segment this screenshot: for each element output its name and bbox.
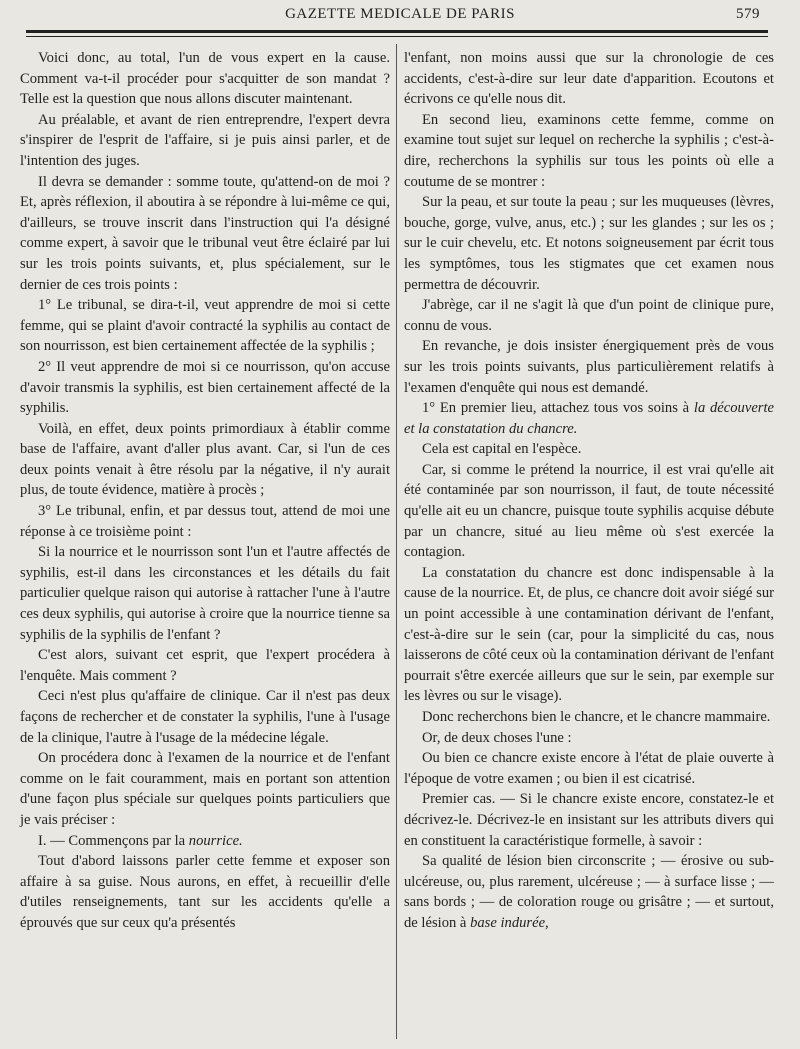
paragraph: 1° Le tribunal, se dira-t-il, veut apprendre de moi si cette femme, qui se plaint d'avoir contracté la syphilis au contact de son nourrisson, est bien certainement affectée de la syphilis ;	[20, 297, 390, 355]
paragraph: Il devra se demander : somme toute, qu'attend-on de moi ? Et, après réflexion, il aboutira à se répondre à lui-même ce qui, d'ailleurs, se trouve inscrit dans l'instruction qui l'a désigné comme expert, à savoir que le tribunal veut être éclairé par lui sur les trois points suivants, et, plus spécialement, sur le dernier de ces trois points :	[20, 173, 390, 293]
point-1-text: 1° En premier lieu, attachez tous vos soins à	[422, 400, 694, 417]
paragraph: Tout d'abord laissons parler cette femme et exposer son affaire à sa guise. Nous aurons, en effet, à recueillir d'elle d'utiles renseignements, tant sur les accidents qu'elle a éprouvés que sur ceux qu'a présentés	[20, 853, 390, 931]
journal-title: GAZETTE MEDICALE DE PARIS	[285, 6, 515, 22]
paragraph-continued: l'enfant, non moins aussi que sur la chronologie de ces accidents, c'est-à-dire sur leur date d'apparition. Ecoutons et écrivons ce qu'elle nous dit.	[404, 50, 774, 108]
paragraph: Sur la peau, et sur toute la peau ; sur les muqueuses (lèvres, bouche, gorge, vulve, anus, etc.) ; sur les glandes ; sur les os ; sur le cuir chevelu, etc. Et notons soigneusement par écrit tous les symptômes, tous les stigmates que cet examen nous permettra de découvrir.	[404, 194, 774, 293]
paragraph: La constatation du chancre est donc indispensable à la cause de la nourrice. Et, de plus, ce chancre doit avoir siégé sur un point accessible à une contamination dérivant de l'enfant, c'est-à-dire sur le sein (car, pour la simplicité du cas, nous laisserons de côté ceux où la contamination dérivant de l'enfant pourrait s'être exercée ailleurs que sur le sein, par exemple sur les lèvres ou sur le visage).	[404, 564, 774, 705]
paragraph: 3° Le tribunal, enfin, et par dessus tout, attend de moi une réponse à ce troisième point :	[20, 503, 390, 540]
section-heading-text: I. — Commençons par la	[38, 832, 189, 849]
section-heading	[20, 831, 390, 852]
paragraph: 2° Il veut apprendre de moi si ce nourrisson, qu'on accuse d'avoir transmis la syphilis, est bien certainement affecté de la syphilis.	[20, 358, 390, 417]
paragraph: En revanche, je dois insister énergiquement près de vous sur les trois points suivants, plus particulièrement relatifs à l'examen d'enquête qui nous est demandé.	[404, 338, 774, 396]
last-text: Sa qualité de lésion bien circonscrite ; — érosive ou sub-ulcéreuse, ou, plus rarement, ulcéreuse ; — à surface lisse ; — sans bords ; — de coloration rouge ou grisâtre ; — et surtout, de lésion à	[404, 853, 774, 931]
paragraph: On procédera donc à l'examen de la nourrice et de l'enfant comme on le fait couramment, mais en portant son attention d'une façon plus spéciale sur quelques points particuliers que je vais préciser :	[20, 750, 390, 828]
paragraph: Au préalable, et avant de rien entreprendre, l'expert devra s'inspirer de l'esprit de l'affaire, si je puis ainsi parler, et de l'intention des juges.	[20, 111, 390, 169]
right-column	[404, 48, 774, 934]
paragraph: Car, si comme le prétend la nourrice, il est vrai qu'elle ait été contaminée par son nourrisson, il faut, de toute nécessité qu'elle ait eu un chancre, puisque toute syphilis acquise débute par un chancre, situé au lieu même où s'est exercée la contagion.	[404, 461, 774, 561]
paragraph: Ceci n'est plus qu'affaire de clinique. Car il n'est pas deux façons de rechercher et de constater la syphilis, l'une à l'usage de la clinique, l'autre à l'usage de la médecine légale.	[20, 688, 390, 746]
paragraph: Premier cas. — Si le chancre existe encore, constatez-le et décrivez-le. Décrivez-le en insistant sur les attributs divers qui en constituent la caractéristique formelle, à savoir :	[404, 791, 774, 849]
page-header	[0, 4, 800, 26]
point-1-italic: la découverte et la constatation du chancre.	[404, 400, 775, 437]
paragraph-last	[404, 851, 774, 933]
section-heading-italic: nourrice.	[188, 832, 243, 849]
left-column	[20, 48, 390, 934]
header-rule-thick	[26, 30, 768, 33]
page-number: 579	[736, 6, 760, 22]
paragraph: En second lieu, examinons cette femme, comme on examine tout sujet sur lequel on recherche la syphilis ; c'est-à-dire, recherchons la syphilis sur tous les points où elle a coutume de se montrer :	[404, 111, 774, 190]
paragraph: C'est alors, suivant cet esprit, que l'expert procédera à l'enquête. Mais comment ?	[20, 647, 390, 684]
paragraph: J'abrège, car il ne s'agit là que d'un point de clinique pure, connu de vous.	[404, 297, 774, 334]
paragraph: Or, de deux choses l'une :	[422, 729, 572, 746]
paragraph: Voici donc, au total, l'un de vous expert en la cause. Comment va-t-il procéder pour s'acquitter de son mandat ? Telle est la question que nous allons discuter maintenant.	[20, 50, 390, 108]
paragraph: Cela est capital en l'espèce.	[422, 441, 582, 458]
paragraph: Ou bien ce chancre existe encore à l'état de plaie ouverte à l'époque de votre examen ; ou bien il est cicatrisé.	[404, 750, 774, 787]
paragraph: Donc recherchons bien le chancre, et le chancre mammaire.	[422, 709, 771, 725]
column-divider	[396, 44, 397, 1039]
last-italic: base indurée,	[470, 914, 549, 931]
paragraph: Si la nourrice et le nourrisson sont l'un et l'autre affectés de syphilis, est-il dans les circonstances et les détails du fait particulier quelque raison qui autorise à rattacher l'une à l'autre ces deux syphilis, qui autorise à croire que la nourrice tienne sa syphilis de la syphilis de l'enfant ?	[20, 544, 390, 643]
paragraph-point-1	[404, 398, 774, 439]
paragraph: Voilà, en effet, deux points primordiaux à établir comme base de l'affaire, avant d'aller plus avant. Car, si l'un de ces deux points venait à être résolu par la négative, il n'y aurait plus, de toute évidence, matière à procès ;	[20, 420, 390, 499]
header-rule-thin	[26, 36, 768, 37]
